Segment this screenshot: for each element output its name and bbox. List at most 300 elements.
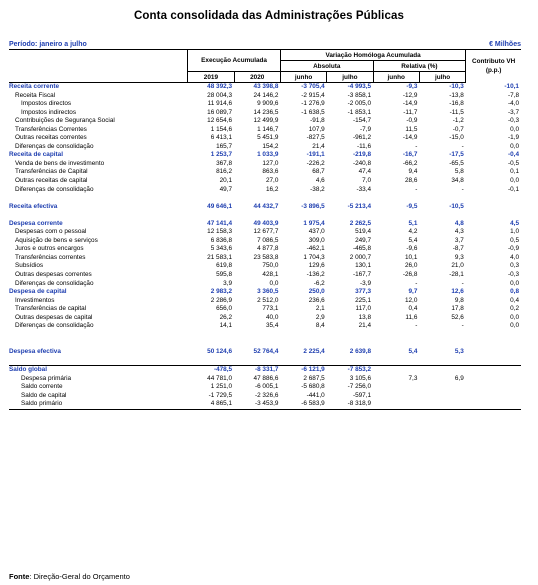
cell-rel-julho: -28,1 bbox=[449, 271, 464, 279]
row-transferencias-capital bbox=[9, 305, 521, 314]
cell-contributo: 0,0 bbox=[510, 177, 519, 185]
cell-abs-julho: -2 005,0 bbox=[347, 100, 372, 108]
cell-rel-junho bbox=[373, 392, 419, 401]
cell-contributo bbox=[466, 366, 521, 375]
header-row-3 bbox=[9, 72, 521, 83]
row-saldo-corrente bbox=[9, 383, 521, 392]
cell-abs-junho: -6 583,9 bbox=[280, 400, 326, 409]
cell-rel-julho: -11,5 bbox=[449, 108, 464, 116]
cell-contributo: -0,1 bbox=[507, 185, 519, 193]
row-label: Despesa efectiva bbox=[9, 347, 61, 355]
cell-2020: 1 146,7 bbox=[257, 125, 279, 133]
cell-2019: 20,1 bbox=[219, 177, 233, 185]
row-label: Saldo corrente bbox=[21, 383, 63, 391]
cell-rel-junho: - bbox=[415, 279, 418, 287]
row-label: Impostos directos bbox=[21, 100, 72, 108]
cell-abs-junho: 2 687,5 bbox=[303, 374, 325, 382]
cell-rel-julho bbox=[419, 383, 465, 392]
row-label: Saldo primário bbox=[9, 400, 188, 409]
row-outras-receitas-correntes bbox=[9, 134, 521, 143]
cell-abs-junho: -6,2 bbox=[313, 279, 325, 287]
cell-2019: 44 781,0 bbox=[207, 374, 233, 382]
header-abs-julho: julho bbox=[327, 72, 373, 83]
row-label: Transferências de Capital bbox=[15, 168, 88, 176]
row-transferencias-capital bbox=[9, 168, 521, 177]
cell-abs-junho: -827,5 bbox=[306, 134, 325, 142]
cell-2020: 773,1 bbox=[262, 305, 279, 313]
source-label: Fonte bbox=[9, 572, 30, 581]
cell-rel-junho: -9,3 bbox=[406, 83, 418, 90]
cell-rel-junho: -16,7 bbox=[402, 151, 418, 159]
cell-2020: 3 360,5 bbox=[257, 288, 279, 296]
cell-rel-julho: -16,8 bbox=[449, 100, 464, 108]
header-2019: 2019 bbox=[188, 72, 234, 83]
cell-rel-junho bbox=[373, 366, 419, 375]
cell-2020: 35,4 bbox=[265, 322, 279, 330]
cell-rel-julho: -15,0 bbox=[449, 134, 464, 142]
cell-abs-julho: -7 256,0 bbox=[347, 383, 372, 391]
cell-rel-julho: -10,5 bbox=[449, 202, 464, 210]
cell-contributo: -0,9 bbox=[507, 245, 519, 253]
cell-abs-junho: 2,9 bbox=[315, 313, 325, 321]
cell-2019: 26,2 bbox=[219, 313, 233, 321]
cell-abs-julho: 2 639,8 bbox=[349, 347, 372, 355]
cell-2020: 4 877,8 bbox=[257, 245, 279, 253]
row-juros-encargos bbox=[9, 245, 521, 254]
cell-2020: 23 583,8 bbox=[253, 253, 279, 261]
cell-contributo: 0,0 bbox=[510, 313, 519, 321]
cell-contributo bbox=[466, 400, 521, 409]
cell-abs-julho: -4 993,5 bbox=[347, 83, 372, 90]
cell-rel-junho: - bbox=[415, 322, 418, 330]
cell-abs-julho: 13,8 bbox=[358, 313, 372, 321]
row-diferencas-consolidacao bbox=[9, 322, 521, 331]
cell-abs-junho: -3 896,5 bbox=[301, 202, 325, 210]
row-label: Aquisição de bens e serviços bbox=[15, 236, 98, 244]
cell-abs-julho: 130,1 bbox=[355, 262, 372, 270]
cell-contributo: 0,0 bbox=[510, 322, 519, 330]
cell-contributo bbox=[466, 375, 521, 384]
cell-abs-julho: 47,4 bbox=[358, 168, 372, 176]
cell-2020: 12 677,7 bbox=[253, 228, 279, 236]
row-outras-receitas-capital bbox=[9, 177, 521, 186]
cell-abs-junho: -5 680,8 bbox=[301, 383, 325, 391]
cell-rel-julho: 5,3 bbox=[454, 347, 464, 355]
cell-2019: 1 251,0 bbox=[210, 383, 233, 391]
row-outras-despesas-capital bbox=[9, 314, 521, 323]
cell-contributo bbox=[466, 348, 521, 357]
cell-2020: 750,0 bbox=[262, 262, 279, 270]
cell-contributo: -1,9 bbox=[507, 134, 519, 142]
cell-rel-julho: -65,5 bbox=[449, 159, 464, 167]
cell-abs-junho: 1 975,4 bbox=[303, 219, 325, 227]
cell-2020: -8 331,7 bbox=[234, 366, 280, 375]
cell-rel-junho: 28,6 bbox=[404, 177, 418, 185]
cell-abs-julho: -5 213,4 bbox=[347, 202, 372, 210]
cell-rel-julho: 4,3 bbox=[454, 228, 464, 236]
cell-2019: 1 154,6 bbox=[210, 125, 233, 133]
cell-2020: 127,0 bbox=[262, 159, 279, 167]
row-contribuicoes-seguranca-social bbox=[9, 117, 521, 126]
cell-2020: 49 403,9 bbox=[253, 219, 279, 227]
cell-rel-julho: 9,3 bbox=[454, 253, 464, 261]
cell-rel-junho: 5,4 bbox=[408, 236, 418, 244]
cell-rel-junho: 0,4 bbox=[408, 305, 418, 313]
spacer-row bbox=[9, 194, 521, 203]
cell-contributo: -3,7 bbox=[507, 108, 519, 116]
cell-contributo: 0,0 bbox=[510, 279, 519, 287]
header-exec: Execução Acumulada bbox=[188, 50, 281, 72]
row-receita-efectiva bbox=[9, 203, 521, 212]
cell-2020: 5 451,9 bbox=[257, 134, 279, 142]
cell-contributo: 0,3 bbox=[510, 262, 519, 270]
cell-rel-julho: -17,5 bbox=[449, 151, 464, 159]
cell-abs-junho: -441,0 bbox=[306, 391, 325, 399]
cell-abs-julho: -7 853,2 bbox=[327, 366, 373, 375]
cell-2019: 47 141,4 bbox=[207, 219, 233, 227]
cell-abs-julho: 225,1 bbox=[355, 296, 372, 304]
cell-2019: 5 343,6 bbox=[210, 245, 233, 253]
cell-abs-julho: -1 853,1 bbox=[347, 108, 372, 116]
cell-2019: 656,0 bbox=[216, 305, 233, 313]
row-outras-despesas-correntes bbox=[9, 271, 521, 280]
cell-abs-junho: 21,4 bbox=[312, 142, 325, 150]
row-receita-capital bbox=[9, 151, 521, 160]
cell-abs-julho: 21,4 bbox=[358, 322, 372, 330]
spacer-row bbox=[9, 357, 521, 366]
row-subsidios bbox=[9, 262, 521, 271]
row-diferencas-consolidacao bbox=[9, 143, 521, 152]
cell-rel-junho: - bbox=[415, 185, 418, 193]
cell-rel-junho: -11,7 bbox=[403, 108, 418, 116]
row-label: Saldo de capital bbox=[21, 391, 67, 399]
header-2020: 2020 bbox=[234, 72, 280, 83]
cell-contributo: -0,3 bbox=[507, 271, 519, 279]
cell-rel-julho: 5,8 bbox=[454, 168, 464, 176]
row-diferencas-consolidacao bbox=[9, 280, 521, 289]
cell-2019: -1 729,5 bbox=[208, 391, 233, 399]
cell-abs-junho: -1 276,9 bbox=[301, 100, 325, 108]
cell-2019: 49 646,1 bbox=[207, 202, 233, 210]
cell-abs-julho: -167,7 bbox=[352, 271, 372, 279]
cell-abs-junho: 437,0 bbox=[308, 228, 325, 236]
cell-rel-junho bbox=[373, 400, 419, 409]
cell-rel-julho: -10,3 bbox=[449, 83, 464, 90]
spacer-row bbox=[9, 339, 521, 348]
cell-contributo: 1,0 bbox=[510, 228, 519, 236]
cell-rel-junho: 5,1 bbox=[408, 219, 418, 227]
cell-rel-julho: - bbox=[461, 142, 464, 150]
cell-2020: -6 005,1 bbox=[254, 383, 279, 391]
cell-2020: -2 326,6 bbox=[254, 391, 279, 399]
source-text: : Direção-Geral do Orçamento bbox=[29, 572, 130, 581]
page-title: Conta consolidada das Administrações Públicas bbox=[134, 10, 404, 22]
cell-2019: 50 124,6 bbox=[207, 347, 233, 355]
cell-rel-julho: - bbox=[461, 279, 464, 287]
cell-2019: 3,9 bbox=[223, 279, 233, 287]
cell-contributo: 4,0 bbox=[510, 253, 519, 261]
cell-2020: 9 909,6 bbox=[257, 100, 279, 108]
cell-rel-junho: 10,1 bbox=[404, 253, 418, 261]
period-label: Período: janeiro a julho bbox=[9, 41, 87, 48]
cell-abs-junho: 1 704,3 bbox=[303, 253, 325, 261]
row-label: Despesa de capital bbox=[9, 288, 67, 296]
cell-abs-julho: 117,0 bbox=[355, 305, 372, 313]
cell-2020: 1 033,9 bbox=[257, 151, 279, 159]
cell-abs-julho: -240,8 bbox=[352, 159, 372, 167]
row-label: Outras receitas correntes bbox=[15, 134, 87, 142]
row-label: Diferenças de consolidação bbox=[15, 185, 94, 193]
header-contributo: Contributo VH (p.p.) bbox=[466, 50, 521, 83]
cell-2019: 16 089,7 bbox=[207, 108, 233, 116]
cell-abs-julho: -219,8 bbox=[352, 151, 372, 159]
cell-abs-junho: -3 705,4 bbox=[301, 83, 325, 90]
cell-2020: 428,1 bbox=[262, 271, 279, 279]
cell-abs-julho: -3 858,1 bbox=[347, 91, 372, 99]
cell-abs-junho: -462,1 bbox=[306, 245, 325, 253]
cell-2019: 2 286,9 bbox=[210, 296, 233, 304]
cell-abs-junho: 8,4 bbox=[315, 322, 325, 330]
cell-abs-julho: -8 318,9 bbox=[327, 400, 373, 409]
row-label: Despesa primária bbox=[21, 374, 72, 382]
header-variation: Variação Homóloga Acumulada bbox=[280, 50, 465, 61]
cell-rel-junho: -14,9 bbox=[402, 100, 418, 108]
cell-contributo: -0,3 bbox=[507, 117, 519, 125]
row-diferencas-consolidacao bbox=[9, 186, 521, 195]
cell-2020: 24 146,2 bbox=[253, 91, 279, 99]
cell-rel-junho: - bbox=[415, 142, 418, 150]
cell-abs-junho: -91,8 bbox=[310, 117, 325, 125]
cell-rel-julho: 6,9 bbox=[454, 374, 464, 382]
cell-contributo: 0,2 bbox=[510, 305, 519, 313]
cell-abs-junho: 309,0 bbox=[308, 236, 325, 244]
cell-abs-junho: -226,2 bbox=[306, 159, 325, 167]
cell-rel-junho bbox=[373, 383, 419, 392]
row-saldo-primario bbox=[9, 400, 521, 409]
cell-2019: 48 392,3 bbox=[207, 83, 233, 90]
table-body bbox=[9, 83, 521, 410]
header-abs-junho: junho bbox=[280, 72, 326, 83]
cell-rel-julho: 52,6 bbox=[451, 313, 464, 321]
cell-rel-julho: 12,6 bbox=[451, 288, 464, 296]
cell-rel-julho: -13,8 bbox=[449, 91, 464, 99]
cell-contributo: 0,1 bbox=[510, 168, 519, 176]
cell-rel-julho: -0,7 bbox=[452, 125, 464, 133]
row-saldo-global bbox=[9, 366, 521, 375]
cell-rel-julho: 9,8 bbox=[454, 296, 464, 304]
row-label: Receita corrente bbox=[9, 83, 60, 90]
row-label: Diferenças de consolidação bbox=[15, 279, 94, 287]
cell-contributo: 0,4 bbox=[510, 296, 519, 304]
cell-rel-junho: 26,0 bbox=[404, 262, 418, 270]
cell-abs-junho: 68,7 bbox=[312, 168, 325, 176]
cell-rel-junho: -26,8 bbox=[402, 271, 418, 279]
cell-2019: 6 413,1 bbox=[210, 134, 233, 142]
header-rel-julho: julho bbox=[419, 72, 465, 83]
cell-rel-julho: 4,8 bbox=[454, 219, 464, 227]
header-row-1 bbox=[9, 50, 521, 61]
source-note bbox=[9, 572, 130, 581]
cell-rel-junho: 11,5 bbox=[405, 125, 418, 133]
row-despesa-corrente bbox=[9, 220, 521, 229]
cell-rel-julho bbox=[419, 366, 465, 375]
cell-abs-julho: 3 105,6 bbox=[349, 374, 372, 382]
cell-rel-julho bbox=[419, 392, 465, 401]
row-label: Despesas com o pessoal bbox=[15, 228, 87, 236]
row-despesas-pessoal bbox=[9, 228, 521, 237]
cell-contributo: 0,0 bbox=[510, 142, 519, 150]
cell-2019: -478,5 bbox=[188, 366, 234, 375]
cell-rel-julho: 17,8 bbox=[451, 305, 464, 313]
cell-rel-julho: - bbox=[461, 322, 464, 330]
cell-abs-junho: -6 121,9 bbox=[280, 366, 326, 375]
row-label: Diferenças de consolidação bbox=[15, 142, 94, 150]
cell-abs-julho: 519,4 bbox=[355, 228, 372, 236]
row-label: Impostos indirectos bbox=[21, 108, 77, 116]
header-relative: Relativa (%) bbox=[373, 61, 466, 72]
row-label: Transferências Correntes bbox=[15, 125, 87, 133]
row-label: Outras receitas de capital bbox=[15, 177, 88, 185]
cell-abs-julho: -7,9 bbox=[360, 125, 372, 133]
cell-abs-julho: -597,1 bbox=[352, 391, 372, 399]
spacer-row bbox=[9, 331, 521, 340]
row-label: Contribuições de Segurança Social bbox=[15, 117, 115, 125]
cell-2019: 12 654,6 bbox=[207, 117, 233, 125]
cell-rel-junho: 7,3 bbox=[408, 374, 418, 382]
row-label: Juros e outros encargos bbox=[15, 245, 84, 253]
cell-rel-junho: -0,9 bbox=[406, 117, 418, 125]
cell-2020: 44 432,7 bbox=[253, 202, 279, 210]
row-label: Receita Fiscal bbox=[15, 91, 56, 99]
cell-rel-julho bbox=[419, 400, 465, 409]
cell-2019: 28 004,3 bbox=[207, 91, 233, 99]
spacer-row bbox=[9, 211, 521, 220]
cell-rel-junho: -9,5 bbox=[406, 202, 418, 210]
cell-contributo: -10,1 bbox=[504, 82, 519, 90]
cell-abs-junho: -2 915,4 bbox=[301, 91, 325, 99]
cell-contributo: -0,4 bbox=[507, 151, 519, 159]
header-absolute: Absoluta bbox=[280, 61, 373, 72]
cell-abs-junho: -191,1 bbox=[306, 151, 325, 159]
cell-2020: 2 512,0 bbox=[257, 296, 279, 304]
cell-abs-julho: 377,3 bbox=[355, 288, 372, 296]
cell-2020: 27,0 bbox=[265, 177, 279, 185]
row-despesa-primaria bbox=[9, 375, 521, 384]
row-label: Investimentos bbox=[15, 296, 55, 304]
row-venda-bens-investimento bbox=[9, 160, 521, 169]
cell-2020: 16,2 bbox=[265, 185, 279, 193]
cell-contributo: 0,8 bbox=[510, 288, 519, 296]
cell-2020: 40,0 bbox=[265, 313, 279, 321]
row-transferencias-correntes bbox=[9, 254, 521, 263]
cell-rel-junho: 11,6 bbox=[405, 313, 418, 321]
cell-rel-junho: 5,4 bbox=[408, 347, 418, 355]
cell-abs-julho: -33,4 bbox=[356, 185, 372, 193]
row-label: Saldo global bbox=[9, 366, 188, 375]
row-receita-fiscal bbox=[9, 92, 521, 101]
cell-abs-julho: 2 262,5 bbox=[349, 219, 372, 227]
cell-2019: 2 983,2 bbox=[210, 288, 233, 296]
cell-contributo: 0,5 bbox=[510, 236, 519, 244]
cell-rel-junho: 12,0 bbox=[404, 296, 418, 304]
cell-abs-julho: -465,8 bbox=[352, 245, 372, 253]
cell-2019: 165,7 bbox=[216, 142, 233, 150]
cell-2020: -3 453,9 bbox=[234, 400, 280, 409]
cell-2019: 6 836,8 bbox=[210, 236, 233, 244]
cell-2020: 863,6 bbox=[262, 168, 279, 176]
row-aquisicao-bens-servicos bbox=[9, 237, 521, 246]
cell-abs-junho: -1 638,5 bbox=[301, 108, 325, 116]
row-despesa-capital bbox=[9, 288, 521, 297]
cell-abs-julho: 249,7 bbox=[355, 236, 372, 244]
row-label: Transferências correntes bbox=[15, 253, 86, 261]
cell-2019: 367,8 bbox=[216, 159, 233, 167]
cell-rel-julho: -1,2 bbox=[452, 117, 464, 125]
cell-rel-junho: 9,7 bbox=[408, 288, 418, 296]
cell-abs-junho: -38,2 bbox=[310, 185, 325, 193]
cell-rel-junho: 9,4 bbox=[408, 168, 418, 176]
cell-rel-junho: 4,2 bbox=[408, 228, 418, 236]
cell-2019: 1 253,7 bbox=[210, 151, 233, 159]
cell-2020: 47 886,6 bbox=[253, 374, 279, 382]
cell-abs-julho: -154,7 bbox=[352, 117, 372, 125]
cell-abs-julho: 7,0 bbox=[362, 177, 372, 185]
cell-abs-junho: 107,9 bbox=[308, 125, 325, 133]
header-rel-junho: junho bbox=[373, 72, 419, 83]
row-label: Receita efectiva bbox=[9, 202, 58, 210]
cell-abs-julho: -11,6 bbox=[356, 142, 372, 150]
row-label: Despesa corrente bbox=[9, 219, 63, 227]
cell-2020: 154,2 bbox=[262, 142, 279, 150]
cell-abs-junho: 2,1 bbox=[315, 305, 325, 313]
row-label: Outras despesas de capital bbox=[15, 313, 93, 321]
cell-rel-junho: -14,9 bbox=[402, 134, 418, 142]
cell-rel-junho: -9,6 bbox=[406, 245, 418, 253]
cell-contributo: -0,5 bbox=[507, 159, 519, 167]
cell-rel-julho: 34,8 bbox=[451, 177, 464, 185]
cell-abs-junho: 129,6 bbox=[308, 262, 325, 270]
cell-2019: 619,8 bbox=[216, 262, 233, 270]
cell-abs-julho: -3,9 bbox=[360, 279, 372, 287]
cell-2019: 49,7 bbox=[219, 185, 233, 193]
cell-contributo: 4,5 bbox=[510, 219, 519, 227]
cell-2019: 11 914,6 bbox=[207, 100, 233, 108]
row-receita-corrente bbox=[9, 83, 521, 92]
cell-abs-junho: 236,6 bbox=[308, 296, 325, 304]
cell-2020: 43 398,8 bbox=[253, 83, 279, 90]
cell-2020: 52 764,4 bbox=[253, 347, 279, 355]
cell-2019: 12 158,3 bbox=[207, 228, 233, 236]
cell-abs-junho: -136,2 bbox=[306, 271, 325, 279]
cell-2020: 7 086,5 bbox=[257, 236, 279, 244]
row-label: Diferenças de consolidação bbox=[15, 322, 94, 330]
row-despesa-efectiva bbox=[9, 348, 521, 357]
cell-rel-julho: 3,7 bbox=[454, 236, 464, 244]
cell-rel-julho: - bbox=[461, 185, 464, 193]
cell-rel-junho: -66,2 bbox=[402, 159, 418, 167]
cell-abs-julho: 2 000,7 bbox=[349, 253, 372, 261]
cell-2020: 0,0 bbox=[269, 279, 279, 287]
cell-contributo bbox=[466, 392, 521, 401]
cell-2019: 21 583,1 bbox=[207, 253, 233, 261]
row-label: Transferências de capital bbox=[15, 305, 87, 313]
cell-2019: 14,1 bbox=[219, 322, 233, 330]
cell-contributo bbox=[466, 203, 521, 212]
cell-rel-junho: -12,9 bbox=[402, 91, 418, 99]
cell-contributo: 0,0 bbox=[510, 125, 519, 133]
row-label: Receita de capital bbox=[9, 151, 63, 159]
row-impostos-directos bbox=[9, 100, 521, 109]
